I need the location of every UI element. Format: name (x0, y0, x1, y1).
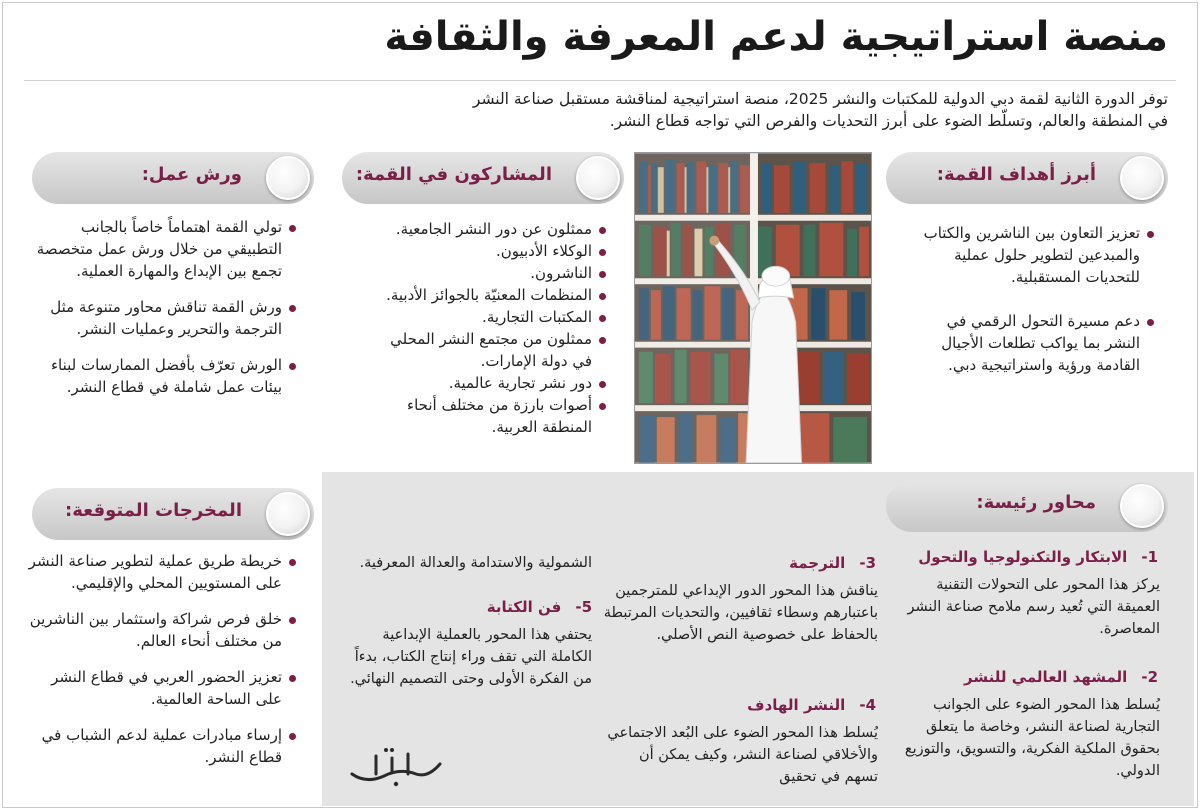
bullet-knob-icon (576, 156, 620, 200)
axis-title: فن الكتابة (486, 598, 562, 616)
axis-title: الترجمة (789, 554, 846, 572)
axis-number: 3- (859, 554, 876, 572)
axis-body-1: يركز هذا المحور على التحولات التقنية العميقة التي تُعيد رسم ملامح صناعة النشر المعاصرة. (907, 577, 1160, 637)
outcomes-heading: المخرجات المتوقعة: (65, 500, 242, 521)
workshops-heading: ورش عمل: (141, 164, 242, 185)
workshops-header (32, 152, 314, 204)
bullet-knob-icon (266, 156, 310, 200)
outcomes-list (28, 550, 298, 782)
axis-heading-3 (789, 554, 876, 572)
albayan-logo (346, 744, 446, 790)
list-item: تعزيز الحضور العربي في قطاع النشر على الساحة العالمية. (28, 666, 298, 710)
participants-header (342, 152, 624, 204)
logo-mark (346, 744, 446, 790)
list-item: الورش تعرّف بأفضل الممارسات لبناء بيئات عمل شاملة في قطاع النشر. (28, 354, 298, 398)
axis-number: 2- (1141, 668, 1158, 686)
axes-heading: محاور رئيسة: (976, 492, 1096, 513)
bullet-knob-icon (1120, 484, 1164, 528)
participants-heading: المشاركون في القمة: (355, 164, 552, 185)
list-item: دور نشر تجارية عالمية. (368, 372, 608, 394)
axes-header (886, 480, 1168, 532)
library-photo (634, 152, 872, 464)
bullet-knob-icon (266, 492, 310, 536)
bullet-knob-icon (1120, 156, 1164, 200)
axis-heading-1 (918, 548, 1158, 566)
axis-body-3: يناقش هذا المحور الدور الإبداعي للمترجمين باعتبارهم وسطاء ثقافيين، والتحديات المرتبطة بالحفاظ على خصوصية النص الأصلي. (603, 583, 878, 643)
list-item: أصوات بارزة من مختلف أنحاء المنطقة العربية. (368, 394, 608, 438)
list-item: خريطة طريق عملية لتطوير صناعة النشر على المستويين المحلي والإقليمي. (28, 550, 298, 594)
axis-body-4: يُسلط هذا المحور الضوء على البُعد الاجتماعي والأخلاقي لصناعة النشر، وكيف يمكن أن تسهم في تحقيق (607, 725, 878, 785)
outcomes-header (32, 488, 314, 540)
axis-title: المشهد العالمي للنشر (964, 668, 1128, 686)
list-item: دعم مسيرة التحول الرقمي في النشر بما يواكب تطلعات الأجيال القادمة ورؤية واستراتيجية دبي. (920, 310, 1156, 376)
list-item: ورش القمة تناقش محاور متنوعة مثل الترجمة والتحرير وعمليات النشر. (28, 296, 298, 340)
list-item: تعزيز التعاون بين الناشرين والكتاب والمبدعين لتطوير حلول عملية للتحديات المستقبلية. (920, 222, 1156, 288)
list-item: الوكلاء الأدبيون. (368, 240, 608, 262)
axis-number: 4- (859, 696, 876, 714)
axis-body-5: يحتفي هذا المحور بالعملية الإبداعية الكاملة التي تقف وراء إنتاج الكتاب، بدءاً من الفكرة الأولى وحتى التصميم النهائي. (350, 627, 592, 687)
axis-title: الابتكار والتكنولوجيا والتحول (918, 548, 1128, 566)
list-item: ممثلون عن دور النشر الجامعية. (368, 218, 608, 240)
goals-heading: أبرز أهداف القمة: (936, 164, 1096, 185)
list-item: ممثلون من مجتمع النشر المحلي في دولة الإمارات. (368, 328, 608, 372)
list-item: إرساء مبادرات عملية لدعم الشباب في قطاع النشر. (28, 724, 298, 768)
list-item: المنظمات المعنيّة بالجوائز الأدبية. (368, 284, 608, 306)
list-item: تولي القمة اهتماماً خاصاً بالجانب التطبيقي من خلال ورش عمل متخصصة تجمع بين الإبداع والمهارة العملية. (28, 216, 298, 282)
axis-body-4-continued: الشمولية والاستدامة والعدالة المعرفية. (359, 555, 592, 571)
axis-heading-4 (747, 696, 876, 714)
axis-title: النشر الهادف (747, 696, 846, 714)
list-item: الناشرون. (368, 262, 608, 284)
page-title: منصة استراتيجية لدعم المعرفة والثقافة (384, 14, 1168, 60)
axis-number: 1- (1141, 548, 1158, 566)
axis-heading-2 (964, 668, 1158, 686)
goals-header (886, 152, 1168, 204)
axis-body-2: يُسلط هذا المحور الضوء على الجوانب التجارية لصناعة النشر، وخاصة ما يتعلق بحقوق الملكية الفكرية، والتسويق، والتوزيع الدولي. (904, 697, 1160, 779)
intro-paragraph: توفر الدورة الثانية لقمة دبي الدولية للمكتبات والنشر 2025، منصة استراتيجية لمناقشة مستقبل صناعة النشر في المنطقة والعالم، وتسلّط الضوء على أبرز التحديات والفرص التي تواجه قطاع النشر. (472, 90, 1168, 130)
list-item: المكتبات التجارية. (368, 306, 608, 328)
axis-heading-5 (487, 598, 592, 616)
participants-list (368, 218, 608, 438)
title-divider (24, 80, 1176, 81)
axis-number: 5- (575, 598, 592, 616)
goals-list (920, 222, 1156, 398)
workshops-list (28, 216, 298, 412)
list-item: خلق فرص شراكة واستثمار بين الناشرين من مختلف أنحاء العالم. (28, 608, 298, 652)
